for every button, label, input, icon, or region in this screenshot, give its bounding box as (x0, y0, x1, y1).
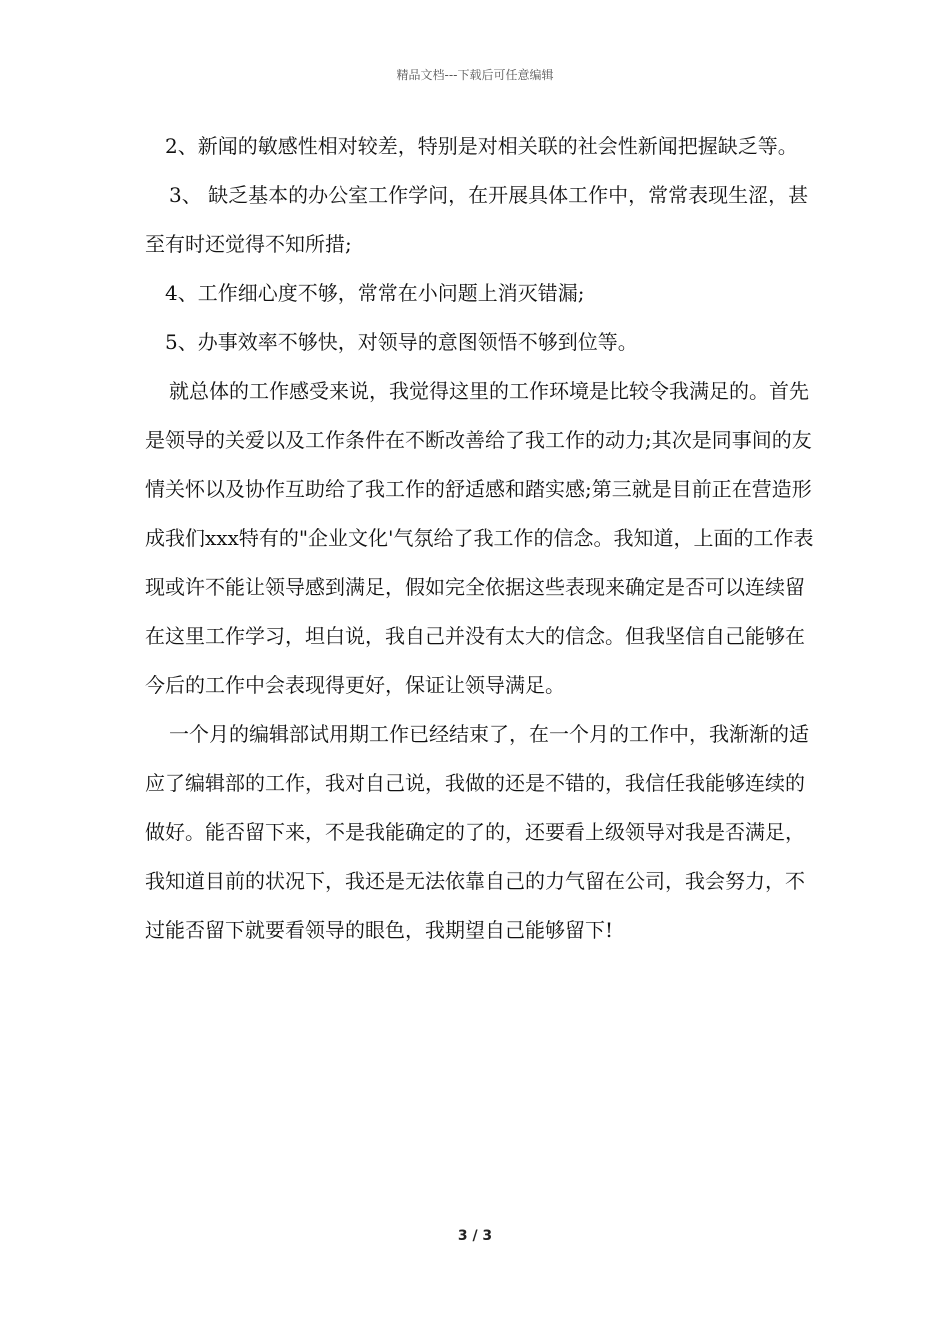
list-item-5: 5、办事效率不够快，对领导的意图领悟不够到位等。 (165, 330, 638, 354)
paragraph-work-feeling: 就总体的工作感受来说，我觉得这里的工作环境是比较令我满足的。首先是领导的关爱以及工作条件在不断改善给了我工作的动力;其次是同事间的友情关怀以及协作互助给了我工作的舒适感和踏实感;第三就是目前正在营造形成我们xxx特有的"企业文化'气氛给了我工作的信念。我知道，上面的工作表现或许不能让领导感到满足，假如完全依据这些表现来确定是否可以连续留在这里工作学习，坦白说，我自己并没有太大的信念。但我坚信自己能够在今后的工作中会表现得更好，保证让领导满足。 (145, 379, 814, 697)
list-item-3: 3、 缺乏基本的办公室工作学问，在开展具体工作中，常常表现生涩，甚至有时还觉得不知所措; (145, 183, 809, 256)
page-header: 精品文档---下载后可任意编辑 (396, 68, 554, 82)
list-item-2: 2、新闻的敏感性相对较差，特别是对相关联的社会性新闻把握缺乏等。 (165, 134, 798, 158)
page-number: 3 / 3 (457, 1228, 493, 1244)
list-item-4: 4、工作细心度不够，常常在小问题上消灭错漏; (165, 281, 585, 305)
document-body (145, 122, 817, 955)
paragraph-probation-summary: 一个月的编辑部试用期工作已经结束了，在一个月的工作中，我渐渐的适应了编辑部的工作，我对自己说，我做的还是不错的，我信任我能够连续的做好。能否留下来，不是我能确定的了的，还要看上级领导对我是否满足，我知道目前的状况下，我还是无法依靠自己的力气留在公司，我会努力，不过能否留下就要看领导的眼色，我期望自己能够留下! (145, 722, 809, 942)
